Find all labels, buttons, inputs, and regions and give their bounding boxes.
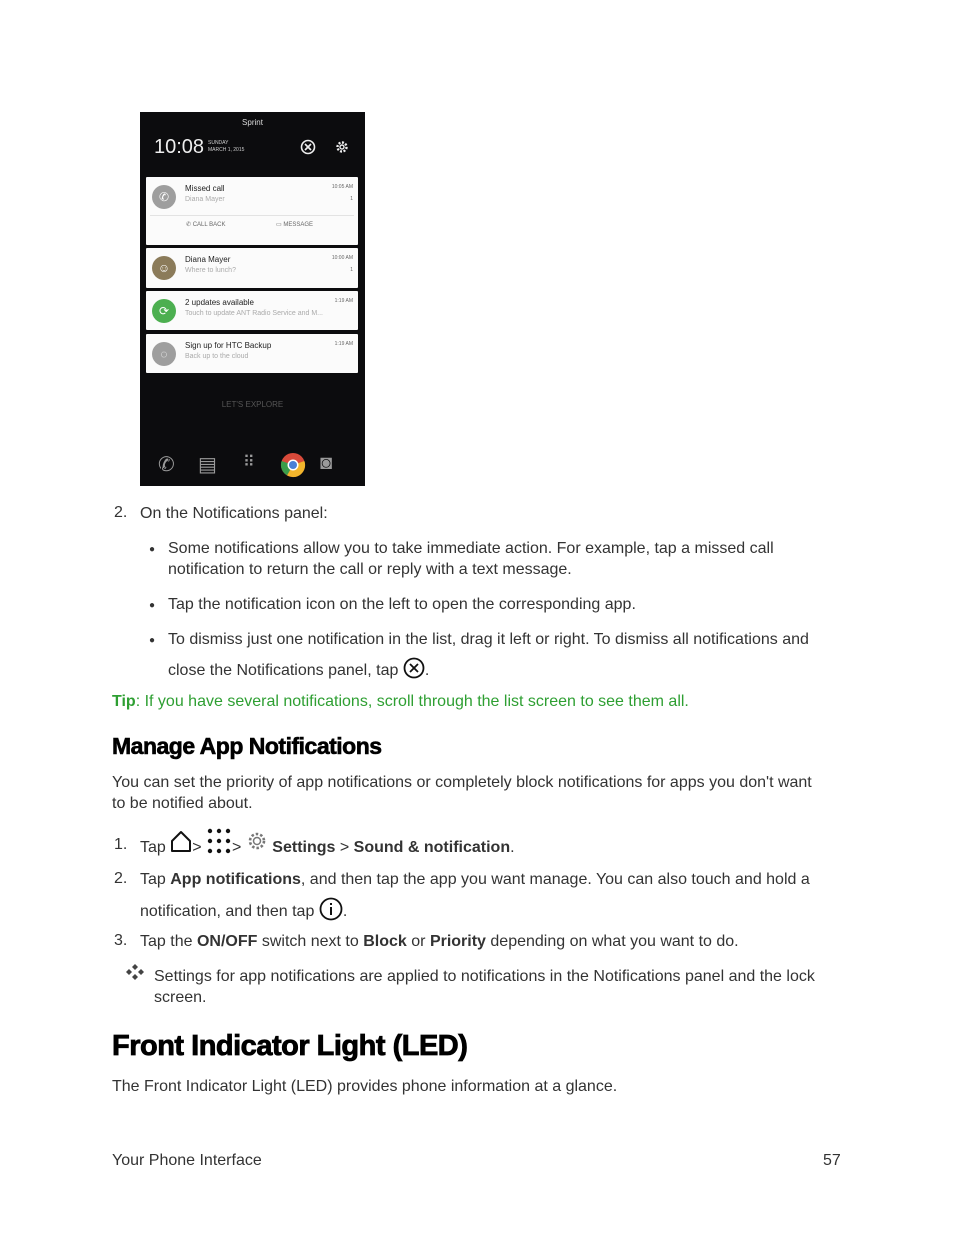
- message-icon: ▭: [276, 222, 284, 228]
- settings-gear-icon: [246, 830, 268, 858]
- section-intro: You can set the priority of app notifications or completely block notifications for apps you don't want to be notified about.: [112, 774, 812, 812]
- settings-gear-icon[interactable]: [334, 139, 350, 159]
- phone-icon: ✆: [186, 222, 193, 228]
- lets-explore-label: LET'S EXPLORE: [221, 400, 284, 409]
- contact-avatar: ☺: [152, 256, 176, 280]
- call-back-button[interactable]: ✆ CALL BACK: [186, 222, 226, 228]
- update-icon: ⟳: [152, 299, 176, 323]
- tip: Tip: If you have several notifications, scroll through the list screen to see them all.: [112, 693, 689, 710]
- notification-updates[interactable]: ⟳ 2 updates available Touch to update ANT Radio Service and M... 1:19 AM: [146, 291, 358, 330]
- bullet: ●: [149, 635, 156, 646]
- section-heading: Front Indicator Light (LED): [112, 1030, 468, 1062]
- clock: 10:08: [154, 136, 205, 158]
- step-text: Tap > > Settings > Sound & notification.: [140, 828, 515, 860]
- step-number: 3.: [114, 932, 128, 949]
- notification-message[interactable]: ☺ Diana Mayer Where to lunch? 10:00 AM 1: [146, 248, 358, 288]
- step-text: On the Notifications panel:: [140, 505, 328, 522]
- bullet-text: Some notifications allow you to take immediate action. For example, tap a missed call notification to return the call or reply with a text message.: [168, 540, 774, 578]
- step-number: 1.: [114, 836, 128, 853]
- notification-missed-call[interactable]: ✆ Missed call Diana Mayer 10:05 AM 1 ✆ CALL BACK ▭ MESSAGE: [146, 177, 358, 245]
- info-icon: [319, 897, 343, 927]
- date-label: SUNDAY MARCH 1, 2015: [208, 140, 245, 153]
- backup-icon: ◌: [152, 342, 176, 366]
- note-text: Settings for app notifications are applied to notifications in the Notifications panel and the lock screen.: [154, 968, 815, 1006]
- footer-chapter: Your Phone Interface: [112, 1152, 262, 1169]
- missed-call-icon: ✆: [152, 185, 176, 209]
- message-button[interactable]: ▭ MESSAGE: [276, 222, 314, 228]
- notification-backup[interactable]: ◌ Sign up for HTC Backup Back up to the cloud 1:19 AM: [146, 334, 358, 373]
- phone-app-icon[interactable]: ✆: [158, 454, 175, 476]
- step-number: 2.: [114, 504, 128, 521]
- messages-app-icon[interactable]: ▤: [198, 454, 217, 476]
- dismiss-all-icon[interactable]: [300, 139, 316, 159]
- bullet: ●: [149, 600, 156, 611]
- apps-grid-icon: [206, 828, 232, 860]
- camera-app-icon[interactable]: ◙: [320, 452, 333, 474]
- dismiss-all-icon: [403, 657, 425, 685]
- step-number: 2.: [114, 870, 128, 887]
- app-drawer-icon[interactable]: ⠿: [243, 454, 255, 471]
- section-heading: Manage App Notifications: [112, 733, 382, 759]
- notifications-panel-screenshot: [140, 112, 365, 486]
- section-intro: The Front Indicator Light (LED) provides phone information at a glance.: [112, 1078, 618, 1095]
- carrier-label: Sprint: [242, 118, 263, 127]
- step-text: Tap App notifications, and then tap the app you want manage. You can also touch and hold a notification, and then tap .: [140, 869, 810, 927]
- page-number: 57: [823, 1152, 841, 1169]
- bullet-text: To dismiss just one notification in the list, drag it left or right. To dismiss all notifications and close the Notifications panel, tap .: [168, 629, 809, 685]
- chrome-app-icon[interactable]: [280, 452, 306, 483]
- home-icon: [170, 829, 192, 859]
- step-text: Tap the ON/OFF switch next to Block or Priority depending on what you want to do.: [140, 933, 739, 950]
- note-icon: [125, 963, 145, 986]
- bullet: ●: [149, 544, 156, 555]
- bullet-text: Tap the notification icon on the left to open the corresponding app.: [168, 596, 636, 613]
